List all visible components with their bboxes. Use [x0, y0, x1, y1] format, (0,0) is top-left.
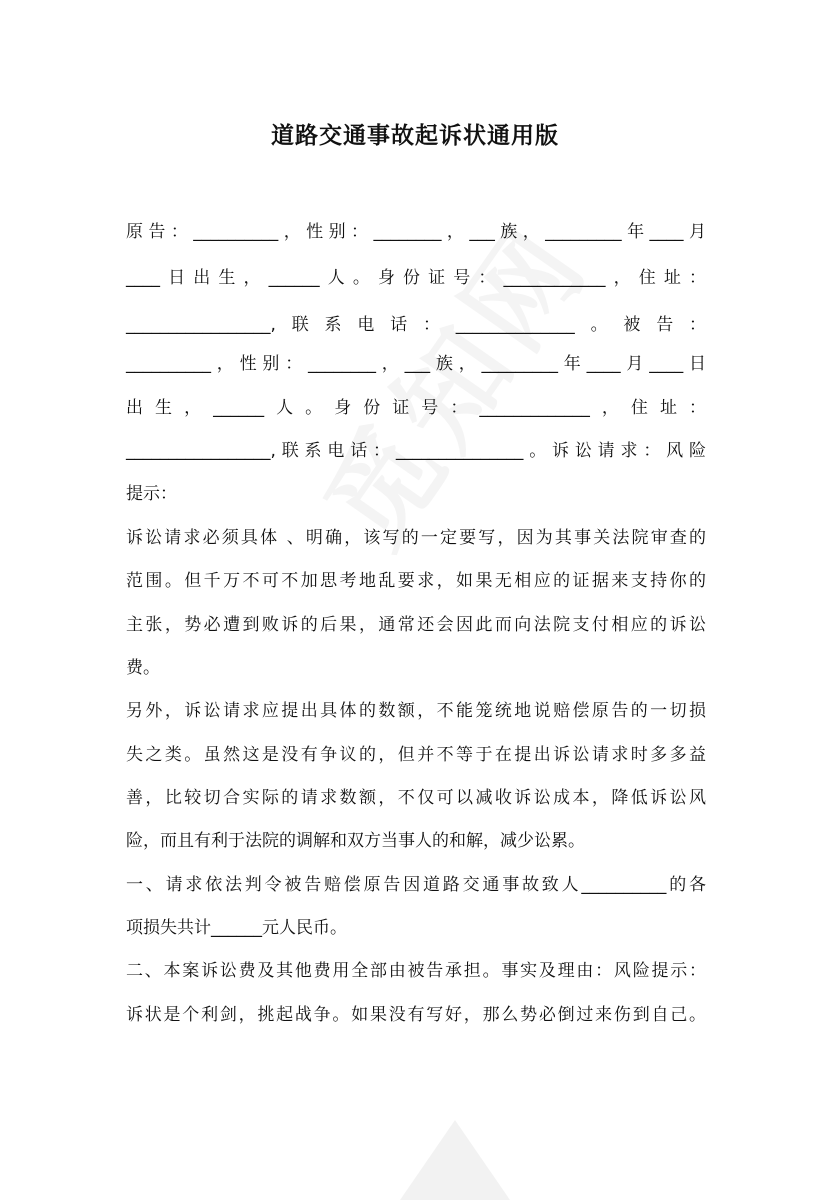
watermark-logo-icon [400, 1120, 510, 1200]
risk-tip-label: 提示： [126, 484, 177, 504]
plaintiff-line-3: _________________,联系电话：______________。被告： [126, 315, 706, 335]
paragraph-line: 失之类。虽然这是没有争议的，但并不等于在提出诉讼请求时多多益 [126, 745, 706, 765]
paragraph-line: 险，而且有利于法院的调解和双方当事人的和解，减少讼累。 [126, 831, 585, 851]
paragraph-line: 费。 [126, 658, 160, 678]
paragraph-line: 主张，势必遭到败诉的后果，通常还会因此而向法院支付相应的诉讼 [126, 615, 706, 635]
paragraph-line: 范围。但千万不可不加思考地乱要求，如果无相应的证据来支持你的 [126, 571, 706, 591]
plaintiff-line-2: ____日出生，______人。身份证号：____________，住址： [126, 268, 706, 288]
risk-tip-text: 诉状是个利剑，挑起战争。如果没有写好，那么势必倒过来伤到自己。 [126, 1005, 706, 1025]
defendant-line-1: __________，性别：________，___族，_________年____月____日 [126, 354, 706, 374]
claim-item-1: 一、请求依法判令被告赔偿原告因道路交通事故致人__________的各 [126, 875, 706, 895]
defendant-line-2: 出生，______人。身份证号：_____________，住址： [126, 398, 706, 418]
paragraph-line: 另外，诉讼请求应提出具体的数额，不能笼统地说赔偿原告的一切损 [126, 701, 706, 721]
paragraph-line: 善，比较切合实际的请求数额，不仅可以减收诉讼成本，降低诉讼风 [126, 788, 706, 808]
claim-item-2: 二、本案诉讼费及其他费用全部由被告承担。事实及理由：风险提示： [126, 961, 706, 981]
document-title: 道路交通事故起诉状通用版 [271, 123, 559, 149]
plaintiff-line-1: 原告：__________，性别：________，___族，_________年____月 [126, 222, 706, 242]
claim-item-1-cont: 项损失共计______元人民币。 [126, 918, 347, 938]
paragraph-line: 诉讼请求必须具体 、明确，该写的一定要写，因为其事关法院审查的 [126, 528, 706, 548]
defendant-line-3: _________________,联系电话：_______________。诉讼请求：风险 [126, 441, 706, 461]
